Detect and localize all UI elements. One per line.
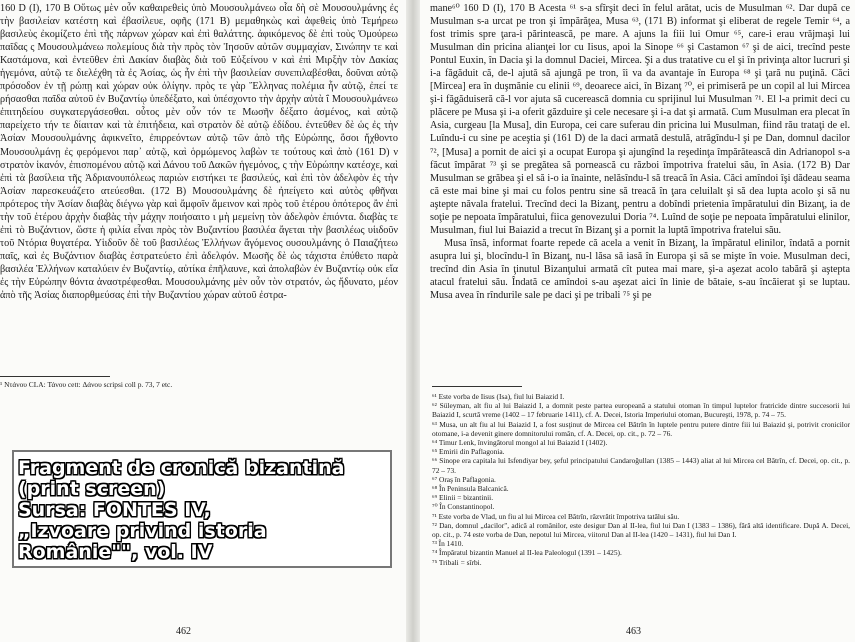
romanian-text-body (430, 2, 850, 302)
footnote: ¹ Ντάνου CLA: Τάνου cett: Δάνου scripsi coll p. 73, 7 etc. (0, 380, 173, 389)
footnote: ⁶¹ Este vorba de Iisus (Isa), fiul lui Baiazid I. (432, 392, 565, 401)
footnote: ⁶⁴ Timur Lenk, învingătorul mongol al lui Baiazid I (1402). (432, 438, 608, 448)
footnote: ⁶⁹ Elinii = bizantinii. (432, 493, 494, 503)
romanian-paragraph: mane⁶⁰ 160 D (I), 170 B Acesta ⁶¹ s-a sfîrşit deci în felul arătat, ucis de Musulman ⁶². Dar după ce Musulman s-a urcat pe tron şi împărăţea, Musa ⁶³, (171 B) informat şi eliberat de regele Temir ⁶⁴, a fost trimis spre ţara-i părintească, pe mare. A ajuns la fiii lui Omur ⁶⁵, care-i erau vrăjmaşi lui Musulman din pricina alianţei lor cu Iisus, apoi la Sinope ⁶⁶ şi Castamon ⁶⁷ şi de aici, trecînd peste Pontul Euxin, în Dacia şi la domnul Daciei, Mircea. Şi a dus tratative cu el şi în privinţa altor lucruri şi i-a făgăduit că, de-l ajută să ajungă pe tron, îi va da avantaje în Europa ⁶⁸ şi ţară nu puţină. Căci [Mircea] era în duşmănie cu elinii ⁶⁹, deoarece aici, în Bizanţ ⁷⁰, ei primiseră pe un copil al lui Mircea şi-i făgăduiseră că-l vor ajuta să cucerească domnia cu sprijinul lui Musulman ⁷¹. El l-a primit deci cu plăcere pe Musa şi i-a oferit găzduire şi cele necesare şi i-a dat şi armată. Cum Musulman era plecat în Asia, curgeau [la Musa], din Europa, cei care suferau din pricina lui Musulman, fiind rău trataţi de el. Luîndu-i cu sine pe aceştia şi (161 D) de la daci armată destulă, atrăgîndu-l şi pe Dan, domnul dacilor ⁷², [Musa] a pornit de aici şi a ocupat Europa şi ajungînd la reşedinţa împărătească din Adrianopol s-a făcut împărat ⁷³ şi se pregătea să pornească cu război împotriva fratelui său, în Asia. (172 B) Dar Musulman se grăbea şi el să i-o ia înainte, nelăsîndu-l să treacă în Asia. Căci amîndoi îşi dădeau seama că este mai bine şi mai cu folos pentru sine să treacă în ţara celuilalt şi să dea lupta acolo şi să nu aştepte năvala fratelui. Trecînd deci la Bizanţ, pentru a dobîndi prietenia împăratului din Bizanţ, ia de soţie pe nepoata împăratului, fiica genovezului Doria ⁷⁴. Luînd de soţie pe nepoata împăratului elinilor, Musulman, fiul lui Baiazid a trecut în Bizanţ şi a pornit la luptă împotriva fratelui său. (430, 3, 850, 236)
romanian-footnotes (432, 392, 850, 567)
footnote: ⁷¹ Este vorba de Vlad, un fiu al lui Mircea cel Bătrîn, răzvrătit împotriva tatălui său. (432, 511, 680, 521)
footnote: ⁶⁷ Oraş în Paflagonia. (432, 474, 496, 484)
caption-line: Românie"", vol. IV (18, 541, 213, 563)
footnote: ⁷³ În 1410. (432, 539, 464, 549)
footnote: ⁶⁵ Emirii din Paflagonia. (432, 447, 505, 457)
source-caption-box (12, 450, 392, 568)
footnote: ⁷⁵ Tribali = sîrbi. (432, 557, 482, 567)
greek-footnotes (0, 380, 398, 389)
footnote: ⁶³ Musa, un alt fiu al lui Baiazid I, a fost susţinut de Mircea cel Bătrîn în luptele pentru putere dintre fiii lui Baiazid şi, potrivit cronicilor otomane, i-a devenit ginere domnitorului român, cf. A. Decei, op. cit., p. 72 – 76. (432, 419, 850, 438)
page-right-romanian (420, 0, 855, 642)
footnote: ⁷² Dan, domnul „dacilor", adică al românilor, este desigur Dan al II-lea, fiul lui Dan I (1383 – 1386), fără altă identificare. După A. Decei, op. cit., p. 74 este vorba de Dan, nepotul lui Mircea, viitorul Dan al II-lea (1420 – 1431), fiul lui Dan I. (432, 520, 850, 540)
page-number-right: 463 (626, 626, 641, 637)
footnote: ⁶² Süleyman, alt fiu al lui Baiazid I, a domnit peste partea europeană a statului otoman în timpul luptelor fratricide dintre succesorii lui Baiazid I, scurtă vreme (1402 – 17 februarie 1411), cf. A. Decei, Istoria Imperiului otoman, Bucureşti, 1978, p. 74 – 75. (432, 401, 850, 420)
greek-text-body (0, 2, 398, 302)
footnote: ⁷⁰ În Constantinopol. (432, 502, 495, 512)
footnote: ⁶⁸ În Peninsula Balcanică. (432, 484, 509, 494)
greek-paragraph: 160 D (I), 170 B Οὕτως μὲν οὖν καθαιρεθεὶς ὑπὸ Μουσουλμάνεω οἷα δὴ σὲ Μουσουλμάνης ἐς τὴν βασιλείαν κατέστη καὶ ἐβασίλευε, οφῆς (171 B) μεμαθηκὼς καὶ ἀφεθεὶς ὑπὸ Τεμήρεω βασιλεὺς ἐκομίζετο ἐπὶ τῆς πάρνων χώραν καὶ ἐπὶ θαλάττης. ἀφικόμενος δὲ ἐπὶ τοὺς Ὀμούρεω παῖδας ς Μουσουλμάνεω πολεμίους διὰ τὴν πρὸς τὸν Ἰησοῦν αὐτῶν συμμαχίαν, Σινώπην τε καὶ Καστάμονα, καὶ ἐντεῦθεν ἐπὶ Δακίαν διαβὰς διὰ τοῦ Εὐξείνου ν καὶ ἐπὶ Μιρξὴν τὸν Δακίας ἡγεμόνα, αὐτῷ τε διελέχθη τὰ ἐς Ἀσίας, ὡς ἦν ἐπὶ τὴν βασιλείαν συνεπιλαβέσθαι, δοῦναι αὐτῷ πρόσοδον ἐν τῇ ρώπῃ καὶ χώραν οὐκ ὀλίγην. πρὸς τε γὰρ Ἕλληνας πολέμια ἦν αὐτῷ, ἐπεί τε ρήσασθαι παῖδα αὐτοῦ ἐν Βυζαντίῳ ὑπεδέξατο, καὶ ὑπέσχοντο τὴν ἀρχὴν αὐτὰ ΐ Μουσουλμάνεω ἐπιτηδείου συγκατεργάσεσθαι. οὗτος μὲν οὖν τόν τε Μωσῆν δέξατο ἀσμένος, καὶ αὐτῷ παρείχετο τήν τε δίαιταν καὶ τὰ ἐπιτήδεια, καὶ στρατὸν δὲ αὐτῷ ἐδίδου. ἐντεῦθεν δὲ ὡς ἐς τὴν Ἀσίαν Μουσουλμάνης ἀφικνεῖτο, ἐπιρρεόντων αὐτῷ τῶν ἀπὸ τῆς Εὐρώπης, ὅσοι ἤχθοντο Μουσουλμάνῃ ἐς φερόμενοι παρ᾿ αὐτῷ, καὶ ὁρμώμενος λαβὼν τε τούτους καὶ ἀπὸ (161 D) ν στρατὸν ἱκανόν, ἐπισπομένου αὐτῷ καὶ Δάνου τοῦ Δακῶν ἡγεμόνος, ς τὴν Εὐρώπην κατέσχε, καὶ ἐπὶ τὰ βασίλεια τῆς Ἀδριανουπόλεως παριὼν ειστήκει τε βασιλεύς, καὶ ἐπὶ τὸν ἀδελφὸν ἐς τὴν Ἀσίαν παρεσκευάζετο ατεύεσθαι. (172 B) Μουσουλμάνης δὲ ἠπείγετο καὶ αὐτὸς φθῆναι πρότερος τὴν Ἀσίαν διαβὰς διέγνω γὰρ καὶ ἄμφοῖν ἄμεινον καὶ πρὸς τοῦ ἑτέρου ὁπότερος ἂν ἐπὶ τὴν τοῦ ἑτέρου ἀρχὴν διαβὰς τὴν μάχην ποιήσαιτο ι μὴ μεμείνῃ τὸν ἀδελφὸν ἐπιόντα. διαβὰς τε ἐπὶ τὸ Βυζάντιον, ὥστε ἡ φιλία εἶναι πρὸς τὸν Βυζαντίου βασιλέα ἄγεται τὴν βασιλέως υἱιδοῦν τοῦ Ντόρια θυγατέρα. Υἱιδοῦν δὲ τοῦ βασιλέως Ἑλλήνων ἄγόμενος ουσουλμάνης ὁ Παιαζήτεω παῖς, καὶ ἐς Βυζάντιον διαβὰς ἐστρατεύετο ἐπὶ ἀδελφόν. Μωσῆς δὲ ὡς τάχιστα ἐπύθετο παρὰ βασιλέα Ἑλλήνων καταλύειν ἐν Βυζαντίῳ, αὐτίκα ἐπῆλαυνε, καὶ ἀπολαβὼν ἐν Βυζαντίῳ οὐκ εἴα ἐς τὴν Εὐρώπην θόντα ἀναστρέφεσθαι. Μουσουλμάνης μὲν οὖν τὸν στρατόν, ὡς ἤδυνατο, μέον ἀπὸ τῆς Ἀσίας διαπορθμεύσας ἐπὶ τὴν Βυζαντίου χώραν αὐτοῦ ἐστρα- (0, 3, 398, 302)
caption-line: „Izvoare privind istoria (18, 520, 267, 542)
page-number-left: 462 (176, 626, 191, 637)
footnote-rule (0, 376, 110, 377)
footnote: ⁶⁶ Sinope era capitala lui Isfendiyar bey, şeful principatului Candaroğulları (1385 – 1443) aliat al lui Mircea cel Bătrîn, cf. Decei, op. cit., p. 72 – 73. (432, 456, 850, 475)
footnote: ⁷⁴ Împăratul bizantin Manuel al II-lea Paleologul (1391 – 1425). (432, 548, 622, 558)
caption-line: Fragment de cronică bizantină (18, 457, 345, 479)
caption-line: (print screen) (18, 478, 166, 500)
book-gutter (406, 0, 420, 642)
caption-line: Sursa: FONTES IV, (18, 499, 211, 521)
footnote-rule (432, 386, 522, 387)
romanian-paragraph: Musa însă, informat foarte repede că acela a venit în Bizanţ, la împăratul elinilor, îndată a pornit asupra lui şi, blocîndu-l în Bizanţ, nu-l lăsa să iasă în Europa şi să se mişte în voie. Musulman deci, trecînd din Asia în ţinutul Bizanţului armată cît putea mai mare, şi-a aşezat acolo tabără şi aştepta atacul fratelui său. Îndată ce amîndoi s-au aşezat aici în linie de bătaie, s-au încăierat şi se luptau. Musa avea în rîndurile sale pe daci şi pe tribali ⁷⁵ şi pe (430, 237, 850, 302)
